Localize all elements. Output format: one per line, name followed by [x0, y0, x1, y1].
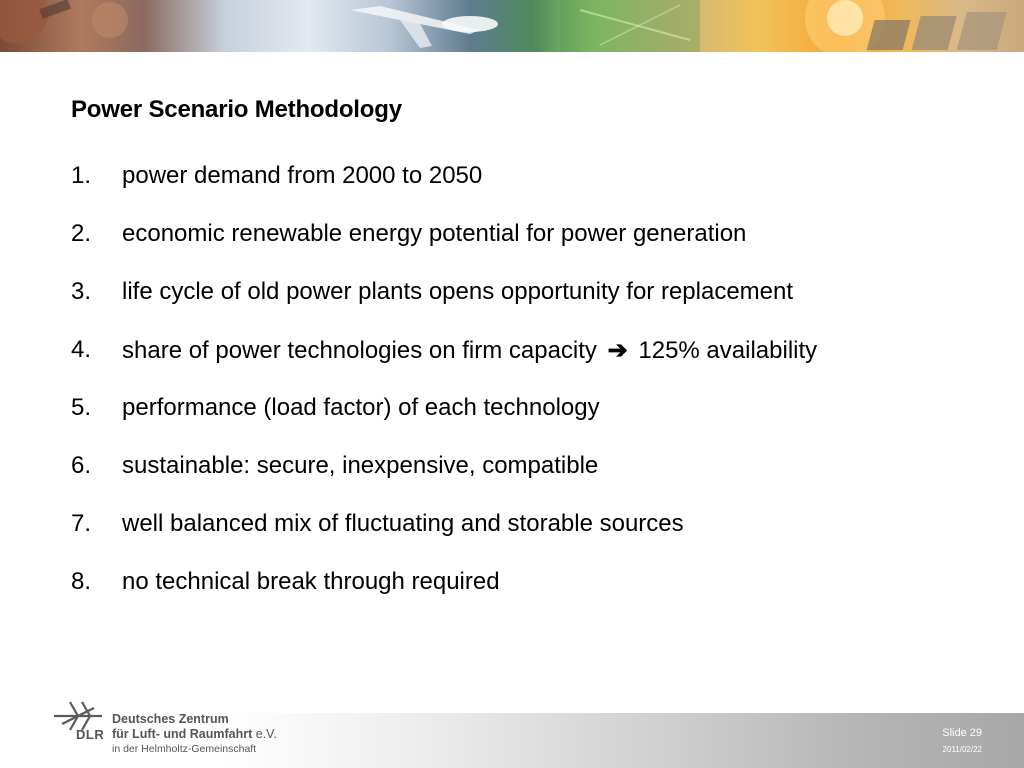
list-item-text: well balanced mix of fluctuating and storable sources: [122, 510, 684, 537]
slide-title: Power Scenario Methodology: [71, 96, 402, 123]
list-item-text: economic renewable energy potential for power generation: [122, 220, 747, 247]
list-item-text-group: [122, 336, 817, 365]
list-item-suffix: 125% availability: [638, 337, 818, 364]
dlr-logo-text: DLR: [76, 727, 105, 742]
organization-name: [112, 712, 277, 756]
list-item-text: share of power technologies on firm capacity: [122, 337, 597, 364]
list-item-number: 2.: [71, 220, 92, 247]
list-item-number: 8.: [71, 568, 92, 595]
list-item-text: life cycle of old power plants opens opportunity for replacement: [122, 278, 794, 305]
list-item-number: 5.: [71, 394, 92, 421]
header-banner: [0, 0, 1024, 52]
org-line-3: in der Helmholtz-Gemeinschaft: [112, 743, 257, 755]
arrow-right-icon: ➔: [607, 337, 628, 364]
list-item-text: performance (load factor) of each technology: [122, 394, 600, 421]
list-item-text: sustainable: secure, inexpensive, compatible: [122, 452, 599, 479]
list-item-number: 3.: [71, 278, 92, 305]
list-item-number: 1.: [71, 162, 92, 189]
list-item-number: 7.: [71, 510, 92, 537]
list-item-number: 6.: [71, 452, 92, 479]
list-item-text: power demand from 2000 to 2050: [122, 162, 483, 189]
list-item-number: 4.: [71, 336, 92, 363]
slide-number: Slide 29: [942, 727, 982, 739]
org-line-1: Deutsches Zentrum: [112, 712, 229, 726]
org-line-2-suffix: e.V.: [255, 727, 277, 741]
banner-image-icon: [0, 0, 1024, 52]
org-line-2: [112, 727, 277, 742]
slide-date: 2011/02/22: [942, 745, 982, 754]
org-line-2-text: für Luft- und Raumfahrt: [112, 727, 253, 741]
list-item-text: no technical break through required: [122, 568, 500, 595]
